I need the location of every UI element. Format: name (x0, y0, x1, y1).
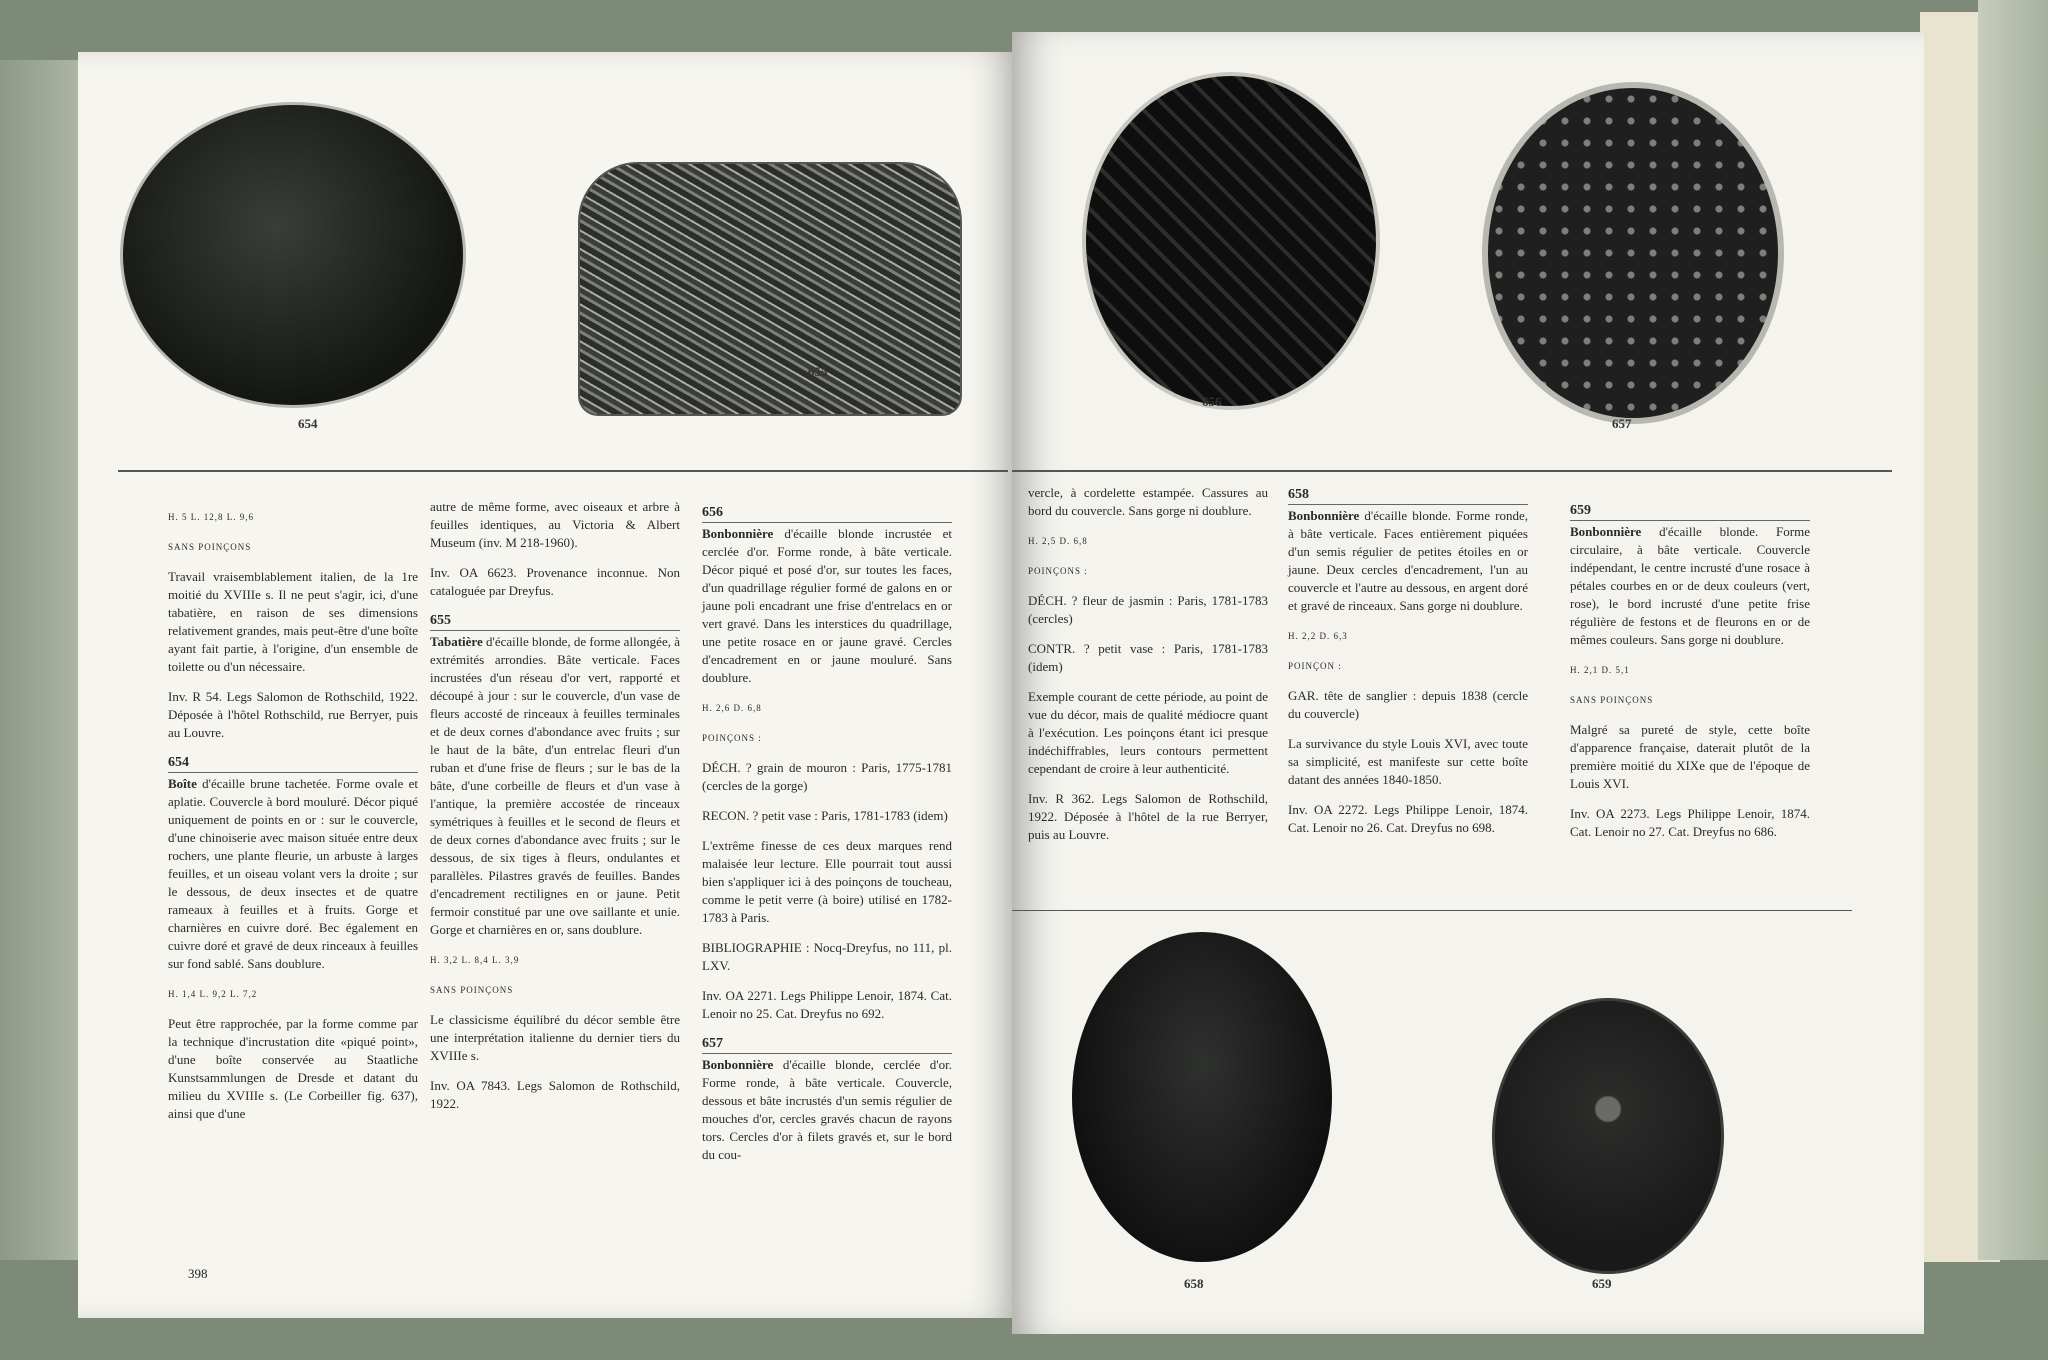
text-column-3: 656 Bonbonnière d'écaille blonde incrustée et cerclée d'or. Forme ronde, à bâte verticale. Décor piqué et posé d'or, sur toutes les faces, d'un quadrillage régulier formé de galons en or jaune poli encadrant une frise d'entrelacs en or vert gravé. Dans les interstices du quadrillage, une petite rosace en or jaune gravé. Cercles d'encadrement en or jaune mouluré. Sans doublure. H. 2,6 D. 6,8 POINÇONS : DÉCH. ? grain de mouron : Paris, 1775-1781 (cercles de la gorge) RECON. ? petit vase : Paris, 1781-1783 (idem) L'extrême finesse de ces deux marques rend malaisée leur lecture. Elle pourrait tout aussi bien s'appliquer ici à des poinçons de toucheau, comme le petit verre (à boire) utilisé en 1782-1783 à Paris. BIBLIOGRAPHIE : Nocq-Dreyfus, no 111, pl. LXV. Inv. OA 2271. Legs Philippe Lenoir, 1874. Cat. Lenoir no 25. Cat. Dreyfus no 692. 657 Bonbonnière d'écaille blonde, cerclée d'or. Forme ronde, à bâte verticale. Couvercle, dessous et bâte incrustés d'un semis régulier de mouches d'or, cercles gravés chacun de rayons tors. Cercles d'or à filets gravés et, sur le bord du cou- (702, 505, 952, 1162)
figure-label-657: 657 (1612, 416, 1632, 431)
photo-658-box (1072, 932, 1332, 1262)
entry-number: 658 (1288, 486, 1528, 505)
figure-label-655: 655 (808, 364, 828, 379)
text-column-2: autre de même forme, avec oiseaux et arbre à feuilles identiques, au Victoria & Albert Museum (inv. M 218-1960). Inv. OA 6623. Provenance inconnue. Non cataloguée par Dreyfus. 655 Tabatière d'écaille blonde, de forme allongée, à extrémités arrondies. Bâte verticale. Faces incrustées d'un réseau d'or vert, rapporté et découpé à jour : sur le couvercle, d'un vase de fleurs accosté de rinceaux à feuilles terminales et de deux cornes d'abondance avec fruits ; sur le haut de la bâte, d'un entrelac fleuri d'un ruban et d'une frise de fleurs ; sur le bas de la bâte, d'une corbeille de fleurs et d'un vase à l'antique, la première accostée de rinceaux symétriques à feuilles et le second de fleurs et de deux cornes d'abondance avec fruits ; sur le dessous, de six tiges à fleurs, ondulantes et parallèles. Pilastres gravés de feuilles. Bandes d'encadrement rectilignes en or jaune. Petit fermoir constitué par une ove saillante et unie. Gorge et charnières en or, sans doublure. H. 3,2 L. 8,4 L. 3,9 SANS POINÇONS Le classicisme équilibré du décor semble être une interprétation italienne du dernier tiers du XVIIIe s. Inv. OA 7843. Legs Salomon de Rothschild, 1922. (430, 499, 680, 1111)
entry-number: 659 (1570, 502, 1810, 521)
text-column-6: 659 Bonbonnière d'écaille blonde. Forme circulaire, à bâte verticale. Couvercle indépendant, le centre incrusté d'une rosace à pétales courbes en or de deux couleurs (vert, rose), le bord incrusté d'une petite frise régulière de festons et de fleurons en or de mêmes couleurs. Sans gorge ni doublure. H. 2,1 D. 5,1 SANS POINÇONS Malgré sa pureté de style, cette boîte d'apparence française, daterait plutôt de la première moitié du XIXe que de l'époque de Louis XVI. Inv. OA 2273. Legs Philippe Lenoir, 1874. Cat. Lenoir no 27. Cat. Dreyfus no 686. (1570, 503, 1810, 839)
book-cover-right (1978, 0, 2048, 1260)
entry-number: 655 (430, 612, 680, 631)
entry-number: 654 (168, 754, 418, 773)
page-number: 398 (188, 1266, 208, 1281)
right-page (1012, 32, 1924, 1334)
divider (118, 470, 1008, 472)
divider (1012, 910, 1852, 911)
text-column-4: vercle, à cordelette estampée. Cassures au bord du couvercle. Sans gorge ni doublure. H. 2,5 D. 6,8 POINÇONS : DÉCH. ? fleur de jasmin : Paris, 1781-1783 (cercles) CONTR. ? petit vase : Paris, 1781-1783 (idem) Exemple courant de cette période, au point de vue du décor, mais de qualité médiocre quant à l'exécution. Les poinçons étant ici presque indéchiffrables, leurs contours permettent cependant de croire à leur authenticité. Inv. R 362. Legs Salomon de Rothschild, 1922. Déposée à l'hôtel de la rue Berryer, puis au Louvre. (1028, 485, 1268, 842)
figure-label-656: 656 (1202, 394, 1222, 409)
photo-659-box (1492, 998, 1724, 1274)
entry-number: 657 (702, 1035, 952, 1054)
photo-655-box (578, 162, 962, 416)
figure-label-658: 658 (1184, 1276, 1204, 1291)
text-column-1: H. 5 L. 12,8 L. 9,6 SANS POINÇONS Travail vraisemblablement italien, de la 1re moitié du XVIIIe s. Il ne peut s'agir, ici, d'une tabatière, en raison de ses dimensions relativement grandes, mais peut-être d'une boîte ayant fait partie, à l'origine, d'un ensemble de toilette ou d'un nécessaire. Inv. R 54. Legs Salomon de Rothschild, 1922. Déposée à l'hôtel Rothschild, rue Berryer, puis au Louvre. 654 Boîte d'écaille brune tachetée. Forme ovale et aplatie. Couvercle à bord mouluré. Décor piqué uniquement de points en or : sur le couvercle, d'une chinoiserie avec maison située entre deux rochers, une plante fleurie, un arbuste à larges feuilles, et un oiseau volant vers la droite ; sur le dessous, de deux insectes et de quatre rameaux à feuilles et à fruits. Gorge et charnières en cuivre doré. Bec également en cuivre doré et gravé de deux rinceaux à feuilles sur fond sablé. Sans doublure. H. 1,4 L. 9,2 L. 7,2 Peut être rapprochée, par la forme comme par la technique d'incrustation dite «piqué point», d'une boîte conservée au Staatliche Kunstsammlungen de Dresde et datant du milieu du XVIIIe s. (Le Corbeiller fig. 637), ainsi que d'une (168, 512, 418, 1121)
left-page (78, 52, 1018, 1318)
photo-657-box (1482, 82, 1784, 424)
photo-654-box (120, 102, 466, 408)
photo-656-box (1082, 72, 1380, 410)
figure-label-659: 659 (1592, 1276, 1612, 1291)
divider (1012, 470, 1892, 472)
entry-number: 656 (702, 504, 952, 523)
figure-label-654: 654 (298, 416, 318, 431)
text-column-5: 658 Bonbonnière d'écaille blonde. Forme ronde, à bâte verticale. Faces entièrement piquées d'un semis régulier de petites étoiles en or jaune. Deux cercles d'encadrement, l'un au couvercle et l'autre au dessous, en argent doré et gravé de rinceaux. Sans gorge ni doublure. H. 2,2 D. 6,3 POINÇON : GAR. tête de sanglier : depuis 1838 (cercle du couvercle) La survivance du style Louis XVI, avec toute sa simplicité, est manifeste sur cette boîte datant des années 1840-1850. Inv. OA 2272. Legs Philippe Lenoir, 1874. Cat. Lenoir no 26. Cat. Dreyfus no 698. (1288, 487, 1528, 835)
